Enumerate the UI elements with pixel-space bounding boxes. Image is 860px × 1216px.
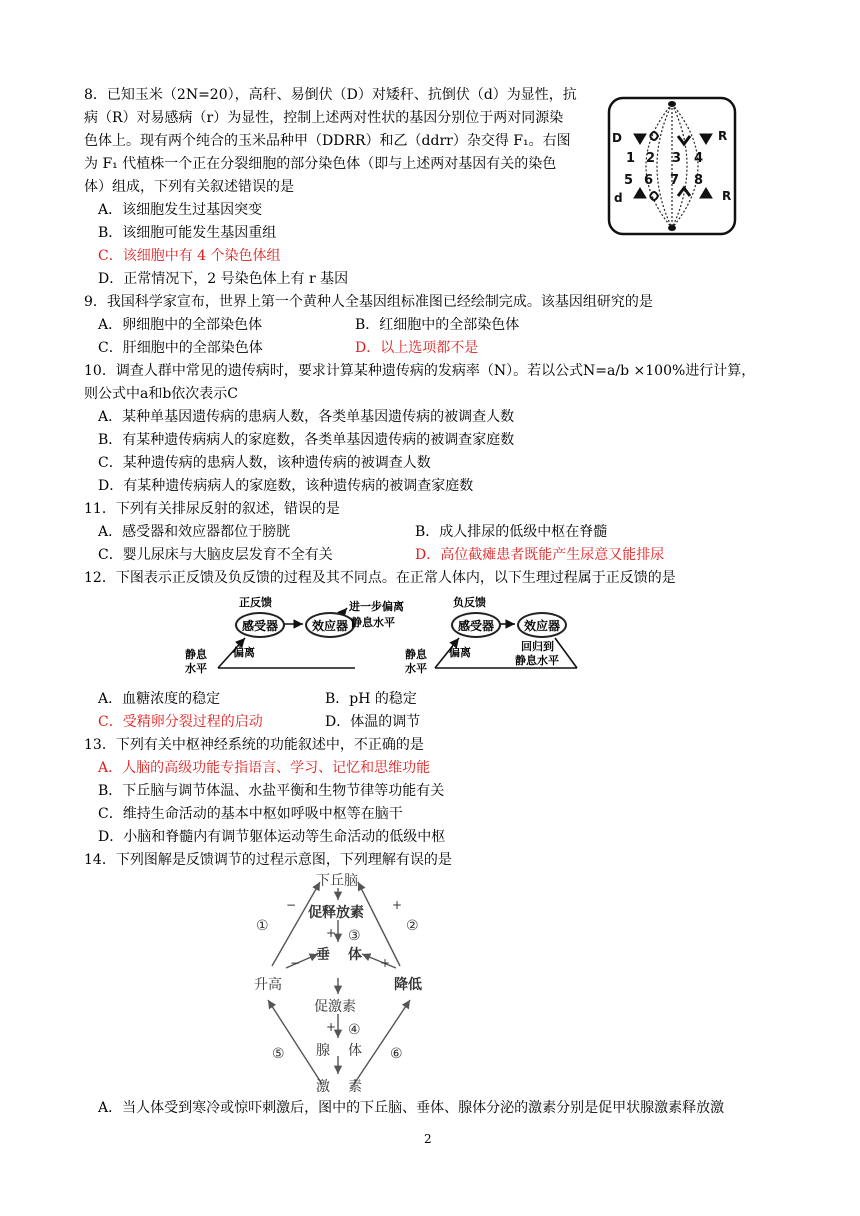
q8-stem-line-4: 为 F₁ 代植株一个正在分裂细胞的部分染色体（即与上述两对基因有关的染色 (84, 156, 557, 172)
hormone-label-2: 素 (348, 1079, 362, 1095)
q12-option-d: D．体温的调节 (325, 714, 421, 730)
plus-sign-pituitary-right: + (380, 956, 391, 970)
q10-option-d: D．有某种遗传病病人的家庭数，该种遗传病的被调查家庭数 (98, 478, 474, 494)
hormone-label-1: 激 (316, 1079, 330, 1095)
positive-rest-line-2: 水平 (185, 662, 207, 675)
q8-option-c-answer: C．该细胞中有 4 个染色体组 (98, 248, 281, 264)
q13-option-b: B．下丘脑与调节体温、水盐平衡和生物节律等功能有关 (98, 783, 445, 799)
positive-note-line-1: 进一步偏离 (349, 600, 404, 613)
circled-6: ⑥ (390, 1046, 403, 1062)
plus-sign-4: + (326, 1020, 337, 1034)
q12-option-c-answer: C．受精卵分裂过程的启动 (98, 714, 263, 730)
q10-stem-line-1: 10．调查人群中常见的遗传病时，要求计算某种遗传病的发病率（N）。若以公式N=a/b ×100%进行计算， (84, 363, 756, 379)
chromosome-number-3: 3 (672, 151, 682, 166)
positive-deviate-label: 偏离 (233, 646, 255, 659)
negative-deviate-label: 偏离 (449, 646, 471, 659)
positive-feedback-diagram (185, 594, 404, 676)
q8-stem-line-1: 8．已知玉米（2N=20），高秆、易倒伏（D）对矮秆、抗倒伏（d）为显性，抗 (84, 87, 577, 103)
positive-note-line-2: 静息水平 (351, 616, 395, 629)
lower-label: 降低 (394, 977, 422, 993)
q13-option-c: C．维持生命活动的基本中枢如呼吸中枢等在脑干 (98, 806, 403, 822)
positive-effector-oval: 效应器 (305, 612, 355, 638)
tropic-hormone-label: 促激素 (314, 999, 356, 1015)
plus-sign-2: + (392, 898, 403, 912)
q14-stem: 14．下列图解是反馈调节的过程示意图，下列理解有误的是 (84, 852, 452, 868)
chromosome-number-4: 4 (694, 151, 704, 166)
q9-option-c: C．肝细胞中的全部染色体 (98, 340, 263, 356)
negative-rest-line-1: 静息 (405, 648, 427, 661)
negative-feedback-title: 负反馈 (453, 596, 486, 609)
cell-division-diagram (606, 96, 738, 236)
pituitary-label-2: 体 (348, 947, 362, 963)
positive-rest-line-1: 静息 (185, 648, 207, 661)
chromosome-number-8: 8 (694, 173, 704, 188)
minus-sign-pituitary-left: − (290, 956, 301, 970)
q10-option-c: C．某种遗传病的患病人数，该种遗传病的被调查人数 (98, 455, 431, 471)
q11-option-d-answer: D．高位截瘫患者既能产生尿意又能排尿 (415, 547, 665, 563)
hormone-feedback-diagram (250, 868, 430, 1094)
negative-receptor-oval: 感受器 (451, 612, 501, 638)
q8-option-b: B．该细胞可能发生基因重组 (98, 225, 277, 241)
q11-option-c: C．婴儿尿床与大脑皮层发育不全有关 (98, 547, 333, 563)
q8-stem-line-3: 色体上。现有两个纯合的玉米品种甲（DDRR）和乙（ddrr）杂交得 F₁。右图 (84, 133, 571, 149)
q9-option-b: B．红细胞中的全部染色体 (355, 317, 520, 333)
q11-stem: 11．下列有关排尿反射的叙述，错误的是 (84, 501, 340, 517)
gene-label-d: d (614, 191, 623, 205)
negative-note-line-1: 回归到 (521, 640, 554, 653)
q12-option-a: A．血糖浓度的稳定 (98, 691, 221, 707)
minus-sign-1: − (286, 898, 297, 912)
q8-stem-line-2: 病（R）对易感病（r）为显性，控制上述两对性状的基因分别位于两对同源染 (84, 110, 564, 126)
gene-label-D: D (612, 131, 622, 145)
q13-option-a-answer: A．人脑的高级功能专指语言、学习、记忆和思维功能 (98, 760, 431, 776)
q13-option-d: D．小脑和脊髓内有调节躯体运动等生命活动的低级中枢 (98, 829, 446, 845)
negative-effector-oval: 效应器 (517, 612, 567, 638)
q9-stem: 9．我国科学家宣布，世界上第一个黄种人全基因组标准图已经绘制完成。该基因组研究的是 (84, 294, 653, 310)
circled-4: ④ (348, 1022, 361, 1038)
cell-diagram-svg (606, 96, 738, 236)
chromosome-number-2: 2 (646, 151, 656, 166)
gland-label-1: 腺 (316, 1043, 330, 1059)
raise-label: 升高 (254, 977, 282, 993)
positive-feedback-title: 正反馈 (239, 596, 272, 609)
q11-option-b: B．成人排尿的低级中枢在脊髓 (415, 524, 608, 540)
chromosome-number-1: 1 (626, 151, 636, 166)
hypothalamus-label: 下丘脑 (316, 873, 358, 889)
gene-label-R-top: R (718, 129, 728, 143)
circled-2: ② (406, 918, 419, 934)
circled-1: ① (256, 918, 269, 934)
q8-option-d: D．正常情况下，2 号染色体上有 r 基因 (98, 271, 349, 287)
q12-option-b: B．pH 的稳定 (325, 691, 417, 707)
circled-5: ⑤ (272, 1046, 285, 1062)
gene-label-R-bottom: R (722, 189, 732, 203)
q12-stem: 12．下图表示正反馈及负反馈的过程及其不同点。在正常人体内，以下生理过程属于正反馈的是 (84, 570, 676, 586)
negative-rest-line-2: 水平 (405, 662, 427, 675)
releasing-hormone-label: 促释放素 (308, 905, 364, 921)
pituitary-label-1: 垂 (316, 947, 330, 963)
q14-option-a: A．当人体受到寒冷或惊吓刺激后，图中的下丘脑、垂体、腺体分泌的激素分别是促甲状腺激素释放激 (98, 1100, 725, 1116)
chromosome-number-6: 6 (644, 173, 654, 188)
q13-stem: 13．下列有关中枢神经系统的功能叙述中，不正确的是 (84, 737, 424, 753)
chromosome-number-7: 7 (670, 173, 680, 188)
q10-stem-line-2: 则公式中a和b依次表示C (84, 386, 239, 402)
gland-label-2: 体 (348, 1043, 362, 1059)
q9-option-a: A．卵细胞中的全部染色体 (98, 317, 263, 333)
q10-option-a: A．某种单基因遗传病的患病人数，各类单基因遗传病的被调查人数 (98, 409, 515, 425)
negative-note-line-2: 静息水平 (515, 654, 559, 667)
negative-feedback-diagram (405, 594, 581, 676)
circled-3: ③ (348, 928, 361, 944)
q8-stem-line-5: 体）组成，下列有关叙述错误的是 (84, 179, 294, 195)
page-number: 2 (424, 1132, 432, 1146)
positive-receptor-oval: 感受器 (235, 612, 285, 638)
chromosome-number-5: 5 (624, 173, 634, 188)
q10-option-b: B．有某种遗传病病人的家庭数，各类单基因遗传病的被调查家庭数 (98, 432, 515, 448)
q11-option-a: A．感受器和效应器都位于膀胱 (98, 524, 291, 540)
q8-option-a: A．该细胞发生过基因突变 (98, 202, 263, 218)
plus-sign-3: + (326, 926, 337, 940)
q9-option-d-answer: D．以上选项都不是 (355, 340, 479, 356)
